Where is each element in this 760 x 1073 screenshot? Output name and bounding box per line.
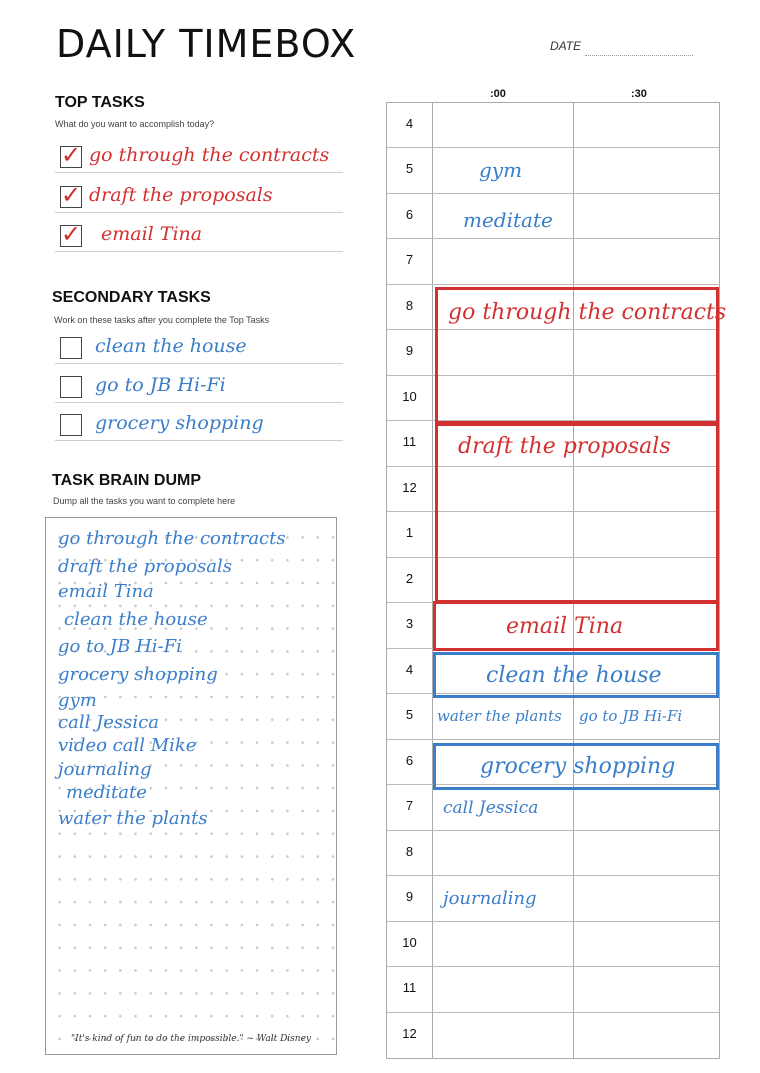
task-label: draft the proposals xyxy=(89,184,273,206)
task-label: grocery shopping xyxy=(95,412,264,434)
task-checkbox[interactable] xyxy=(60,376,82,398)
list-item: meditate xyxy=(66,782,147,803)
hour-row[interactable] xyxy=(387,194,719,239)
top-task-row xyxy=(55,182,343,213)
brain-dump-subtitle: Dump all the tasks you want to complete here xyxy=(53,496,236,506)
schedule-entry: call Jessica xyxy=(443,798,539,818)
hour-label: 9 xyxy=(405,343,414,359)
task-label: go to JB Hi-Fi xyxy=(95,374,226,396)
secondary-task-row xyxy=(55,372,343,403)
list-item: go through the contracts xyxy=(58,528,286,549)
hour-row[interactable] xyxy=(387,148,719,193)
task-checkbox[interactable] xyxy=(60,141,82,169)
hour-label: 1 xyxy=(405,525,414,541)
hour-label: 4 xyxy=(405,116,414,131)
time-block[interactable] xyxy=(433,601,719,651)
hour-label: 11 xyxy=(402,434,417,450)
hour-label: 5 xyxy=(405,707,414,723)
hour-label: 7 xyxy=(405,798,414,814)
task-checkbox[interactable] xyxy=(60,337,82,359)
hour-row[interactable] xyxy=(387,876,719,921)
hour-row[interactable] xyxy=(387,785,719,830)
time-block-label: go through the contracts xyxy=(448,300,727,325)
schedule-entry: gym xyxy=(479,158,523,182)
time-block[interactable] xyxy=(433,743,719,790)
hour-label: 10 xyxy=(402,934,417,950)
task-checkbox[interactable] xyxy=(60,181,82,209)
list-item: journaling xyxy=(58,759,152,780)
secondary-task-row xyxy=(55,333,343,364)
checkmark-icon: ✓ xyxy=(61,220,82,248)
time-block-label: email Tina xyxy=(506,614,624,639)
checkmark-icon: ✓ xyxy=(61,141,82,169)
checkmark-icon: ✓ xyxy=(61,181,82,209)
list-item: email Tina xyxy=(58,581,154,602)
secondary-task-row xyxy=(55,410,343,441)
hour-label: 12 xyxy=(402,479,417,495)
quote: "It's kind of fun to do the impossible." ~ Walt Disney xyxy=(71,1034,311,1044)
list-item: video call Mike xyxy=(58,735,197,756)
top-task-row xyxy=(55,221,343,252)
hour-row[interactable] xyxy=(387,103,719,148)
timebox-grid xyxy=(386,102,727,1059)
time-block-label: draft the proposals xyxy=(458,434,671,459)
hour-row[interactable] xyxy=(387,967,719,1012)
hour-label: 2 xyxy=(405,570,414,586)
schedule-entry: water the plants xyxy=(437,707,562,725)
task-checkbox[interactable] xyxy=(60,220,82,248)
list-item: clean the house xyxy=(64,609,208,630)
hour-label: 3 xyxy=(405,616,414,632)
hour-label: 9 xyxy=(405,889,414,905)
hour-label: 6 xyxy=(405,206,414,222)
top-task-row xyxy=(55,142,343,173)
time-block-label: grocery shopping xyxy=(480,754,676,779)
hour-row[interactable] xyxy=(387,922,719,967)
hour-label: 12 xyxy=(402,1025,417,1041)
hour-label: 7 xyxy=(405,252,414,268)
hour-label: 11 xyxy=(402,980,417,996)
hour-label: 6 xyxy=(405,752,414,768)
hour-label: 4 xyxy=(405,661,414,677)
time-block[interactable] xyxy=(433,652,719,698)
task-checkbox[interactable] xyxy=(60,414,82,436)
task-label: email Tina xyxy=(101,223,203,245)
time-block-label: clean the house xyxy=(486,663,662,688)
list-item: water the plants xyxy=(58,808,208,829)
schedule-entry: go to JB Hi-Fi xyxy=(579,707,683,725)
list-item: draft the proposals xyxy=(58,556,232,577)
hour-row[interactable] xyxy=(387,831,719,876)
brain-dump-title: TASK BRAIN DUMP xyxy=(52,472,202,489)
hour-row[interactable] xyxy=(387,239,719,284)
secondary-tasks-subtitle: Work on these tasks after you complete the Top Tasks xyxy=(54,315,270,325)
list-item: grocery shopping xyxy=(58,664,218,685)
hour-label: 5 xyxy=(405,161,414,177)
date-label: DATE xyxy=(550,39,582,53)
hour-label: 8 xyxy=(405,843,414,859)
task-label: go through the contracts xyxy=(89,144,330,166)
secondary-tasks-title: SECONDARY TASKS xyxy=(52,289,211,306)
hour-label: 8 xyxy=(405,297,414,313)
list-item: gym xyxy=(58,690,97,711)
hour-row[interactable] xyxy=(387,1013,719,1058)
column-header-30: :30 xyxy=(631,88,647,100)
schedule-entry: meditate xyxy=(463,208,553,232)
page-title: DAILY TIMEBOX xyxy=(56,22,357,66)
schedule-entry: journaling xyxy=(443,888,537,909)
list-item: call Jessica xyxy=(58,712,159,733)
date-field[interactable] xyxy=(585,55,693,56)
time-block[interactable] xyxy=(435,423,719,603)
time-block[interactable] xyxy=(435,287,727,424)
top-tasks-title: TOP TASKS xyxy=(55,94,145,111)
list-item: go to JB Hi-Fi xyxy=(58,636,182,657)
column-header-00: :00 xyxy=(490,88,506,100)
task-label: clean the house xyxy=(95,335,247,357)
top-tasks-subtitle: What do you want to accomplish today? xyxy=(55,119,215,129)
brain-dump-area[interactable] xyxy=(45,517,337,1055)
hour-label: 10 xyxy=(402,388,417,404)
